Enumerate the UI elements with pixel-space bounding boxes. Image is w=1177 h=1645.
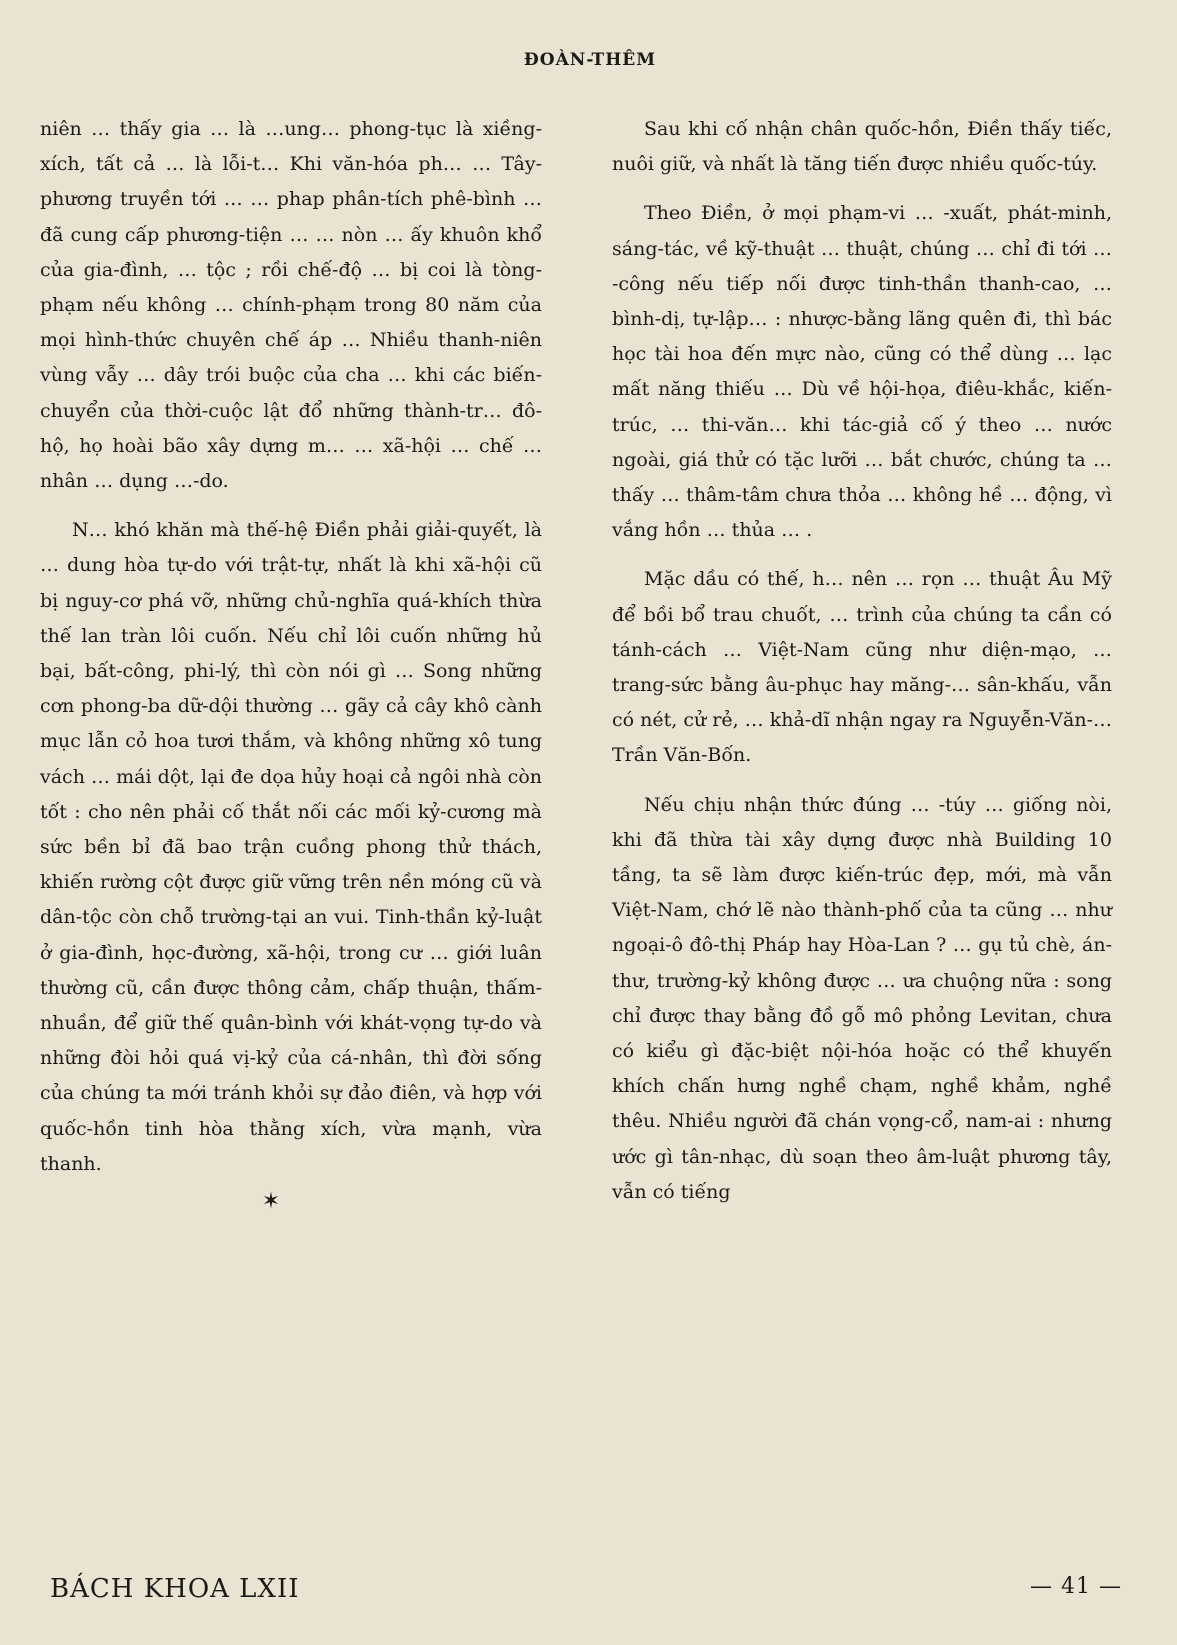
right-paragraph-1: Sau khi cố nhận chân quốc-hồn, Điền thấy tiếc, nuôi giữ, và nhất là tăng tiến được nhiều quốc-túy. — [612, 118, 1112, 176]
left-paragraph-1: niên … thấy gia … là …ung… phong-tục là xiềng-xích, tất cả … là lỗi-t… Khi văn-hóa ph… … Tây-phương truyền tới … … phap phân-tích phê-bình … đã cung cấp phương-tiện … … nòn … ấy khuôn khổ của gia-đình, … tộc ; rồi chế-độ … bị coi là tòng-phạm nếu không … chính-phạm trong 80 năm của mọi hình-thức chuyên chế áp … Nhiều thanh-niên vùng vẫy … dây trói buộc của cha … khi các biến-chuyển của thời-cuộc lật đổ những thành-tr… đô-hộ, họ hoài bão xây dựng m… … xã-hội … chế … nhân … dụng …-do. — [40, 118, 542, 493]
right-paragraph-2: Theo Điền, ở mọi phạm-vi … -xuất, phát-minh, sáng-tác, về kỹ-thuật … thuật, chúng … chỉ đi tới … -công nếu tiếp nối được tinh-thần thanh-cao, … bình-dị, tự-lập… : nhược-bằng lãng quên đi, thì bác học tài hoa đến mực nào, cũng có thể dùng … lạc mất năng thiếu … Dù về hội-họa, điêu-khắc, kiến-trúc, … thi-văn… khi tác-giả cố ý theo … nước ngoài, giá thử có tặc lưỡi … bắt chước, chúng ta … thấy … thâm-tâm chưa thỏa … không hề … động, vì vắng hồn … thủa … . — [612, 202, 1112, 542]
running-header: ĐOÀN-THÊM — [523, 50, 657, 70]
right-paragraph-4: Nếu chịu nhận thức đúng … -túy … giống nòi, khi đã thừa tài xây dựng được nhà Building 10 tầng, ta sẽ làm được kiến-trúc đẹp, mới, mà vẫn Việt-Nam, chớ lẽ nào thành-phố của ta cũng … như ngoại-ô đô-thị Pháp hay Hòa-Lan ? … gụ tủ chè, án-thư, trường-kỷ không được … ưa chuộng nữa : song chỉ được thay bằng đồ gỗ mô phỏng Levitan, chưa có kiểu gì đặc-biệt nội-hóa hoặc có thể khuyến khích chấn hưng nghề chạm, nghề khảm, nghề thêu. Nhiều người đã chán vọng-cổ, nam-ai : nhưng ước gì tân-nhạc, dù soạn theo âm-luật phương tây, vẫn có tiếng — [612, 793, 1112, 1203]
journal-title: BÁCH KHOA LXII — [50, 1574, 300, 1604]
right-column — [612, 112, 1112, 1210]
page-number: — 41 — — [1030, 1574, 1122, 1599]
left-paragraph-2: N… khó khăn mà thế-hệ Điền phải giải-quyết, là … dung hòa tự-do với trật-tự, nhất là khi xã-hội cũ bị nguy-cơ phá vỡ, những chủ-nghĩa quá-khích thừa thế lan tràn lôi cuốn. Nếu chỉ lôi cuốn những hủ bại, bất-công, phi-lý, thì còn nói gì … Song những cơn phong-ba dữ-dội thường … gãy cả cây khô cành mục lẫn cỏ hoa tươi thắm, và không những xô tung vách … mái dột, lại đe dọa hủy hoại cả ngôi nhà còn tốt : cho nên phải cố thắt nối các mối kỷ-cương mà sức bền bỉ đã bao trận cuồng phong thử thách, khiến rường cột được giữ vững trên nền móng cũ và dân-tộc còn chỗ trường-tại an vui. Tinh-thần kỷ-luật ở gia-đình, học-đường, xã-hội, trong cư … giới luân thường cũ, cần được thông cảm, chấp thuận, thấm-nhuần, để giữ thế quân-bình với khát-vọng tự-do và những đòi hỏi quá vị-kỷ của cá-nhân, thì đời sống của chúng ta mới tránh khỏi sự đảo điên, và hợp với quốc-hồn tinh hòa thằng xích, vừa mạnh, vừa thanh. — [40, 519, 542, 1175]
left-column — [40, 112, 542, 1219]
end-mark-icon: ✶ — [261, 1189, 281, 1215]
right-paragraph-3: Mặc dầu có thế, h… nên … rọn … thuật Âu Mỹ để bồi bổ trau chuốt, … trình của chúng ta cần có tánh-cách … Việt-Nam cũng như diện-mạo, … trang-sức bằng âu-phục hay măng-… sân-khấu, vẫn có nét, cử rẻ, … khả-dĩ nhận ngay ra Nguyễn-Văn-… Trần Văn-Bốn. — [612, 568, 1112, 767]
